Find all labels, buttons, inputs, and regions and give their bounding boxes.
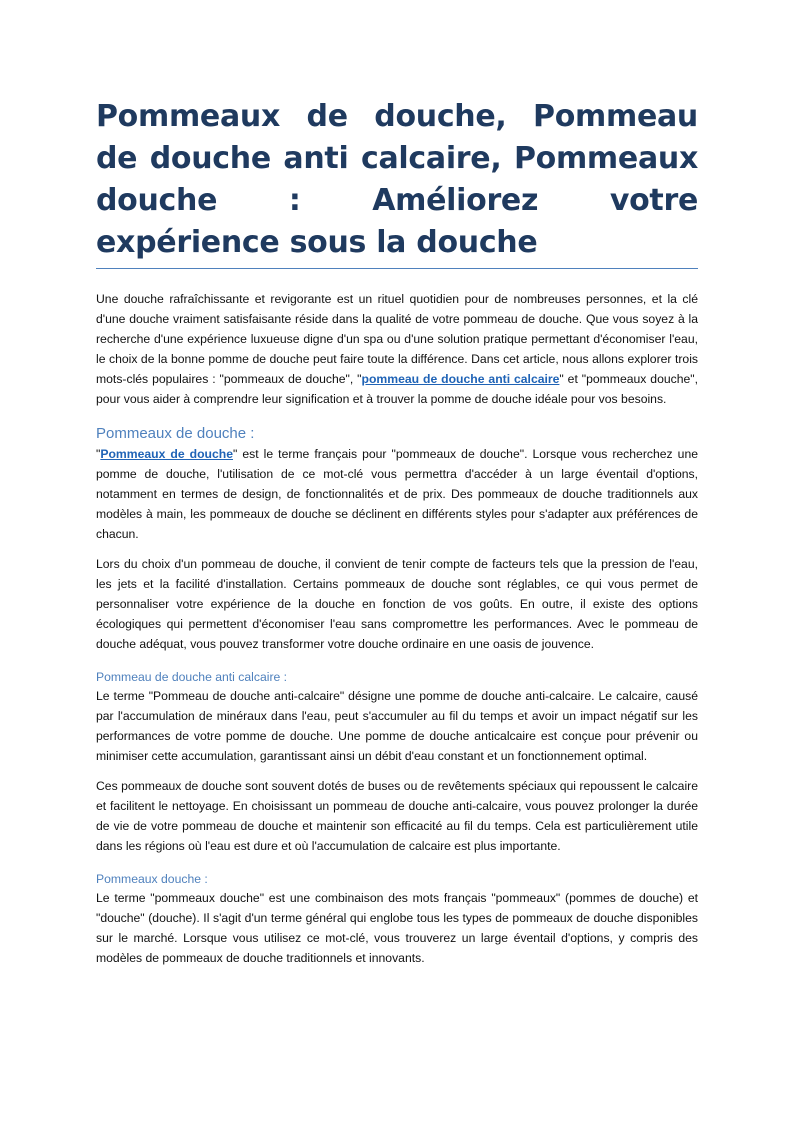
section1-paragraph-1: [96, 444, 698, 544]
intro-text-part1: Une douche rafraîchissante et revigorante est un rituel quotidien pour de nombreuses personnes, et la clé d'une douche vraiment satisfaisante réside dans la qualité de votre pommeau de douche. Que vous soyez à la recherche d'une expérience luxueuse digne d'un spa ou d'une solution pratique permettant d'économiser l'eau, le choix de la bonne pomme de douche peut faire toute la différence. Dans cet article, nous allons explorer trois mots-clés populaires : "pommeaux de douche", ": [96, 292, 698, 386]
section1-text-after-link: " est le terme français pour "pommeaux de douche". Lorsque vous recherchez une pomme de douche, l'utilisation de ce mot-clé vous permettra d'accéder à un large éventail d'options, notamment en termes de design, de fonctionnalités et de prix. Des pommeaux de douche traditionnels aux modèles à main, les pommeaux de douche se déclinent en différents styles pour s'adapter aux préférences de chacun.: [96, 447, 699, 541]
intro-paragraph: [96, 289, 698, 409]
section3-heading: Pommeaux douche :: [96, 872, 208, 886]
section1-paragraph-2: Lors du choix d'un pommeau de douche, il convient de tenir compte de facteurs tels que la pression de l'eau, les jets et la facilité d'installation. Certains pommeaux de douche sont réglables, ce qui vous permet de personnaliser votre expérience de la douche en fonction de vos goûts. En outre, il existe des options écologiques qui permettent d'économiser l'eau sans compromettre les performances. Avec le pommeau de douche adéquat, vous pouvez transformer votre douche ordinaire en une oasis de jouvence.: [96, 557, 698, 651]
pommeaux-de-douche-link[interactable]: Pommeaux de douche: [100, 447, 233, 461]
intro-text-part2: " et "pommeaux douche", pour vous aider à comprendre leur signification et à trouver la pomme de douche idéale pour vos besoins.: [96, 372, 698, 406]
section1-heading: Pommeaux de douche :: [96, 425, 255, 442]
section2-heading: Pommeau de douche anti calcaire :: [96, 670, 288, 684]
section1-quote-open: ": [96, 447, 101, 461]
section2-paragraph-2: Ces pommeaux de douche sont souvent dotés de buses ou de revêtements spéciaux qui repoussent le calcaire et facilitent le nettoyage. En choisissant un pommeau de douche anti-calcaire, vous pouvez prolonger la durée de vie de votre pommeau de douche et maintenir son efficacité au fil du temps. Cela est particulièrement utile dans les régions où l'eau est dure et où l'accumulation de calcaire est plus importante.: [96, 779, 698, 853]
section2-paragraph-1: Le terme "Pommeau de douche anti-calcaire" désigne une pomme de douche anti-calcaire. Le calcaire, causé par l'accumulation de minéraux dans l'eau, peut s'accumuler au fil du temps et avoir un impact négatif sur les performances de votre pomme de douche. Une pomme de douche anticalcaire est conçue pour prévenir ou minimiser cette accumulation, garantissant ainsi un débit d'eau constant et un fonctionnement optimal.: [96, 689, 698, 763]
anti-calcaire-link[interactable]: pommeau de douche anti calcaire: [361, 372, 560, 386]
document-title: Pommeaux de douche, Pommeau de douche anti calcaire, Pommeaux douche : Améliorez votre expérience sous la douche: [96, 96, 698, 269]
document-page: [96, 96, 698, 968]
section3-paragraph-1: Le terme "pommeaux douche" est une combinaison des mots français "pommeaux" (pommes de douche) et "douche" (douche). Il s'agit d'un terme général qui englobe tous les types de pommeaux de douche disponibles sur le marché. Lorsque vous utilisez ce mot-clé, vous trouverez un large éventail d'options, y compris des modèles de pommeaux de douche traditionnels et innovants.: [96, 891, 698, 965]
